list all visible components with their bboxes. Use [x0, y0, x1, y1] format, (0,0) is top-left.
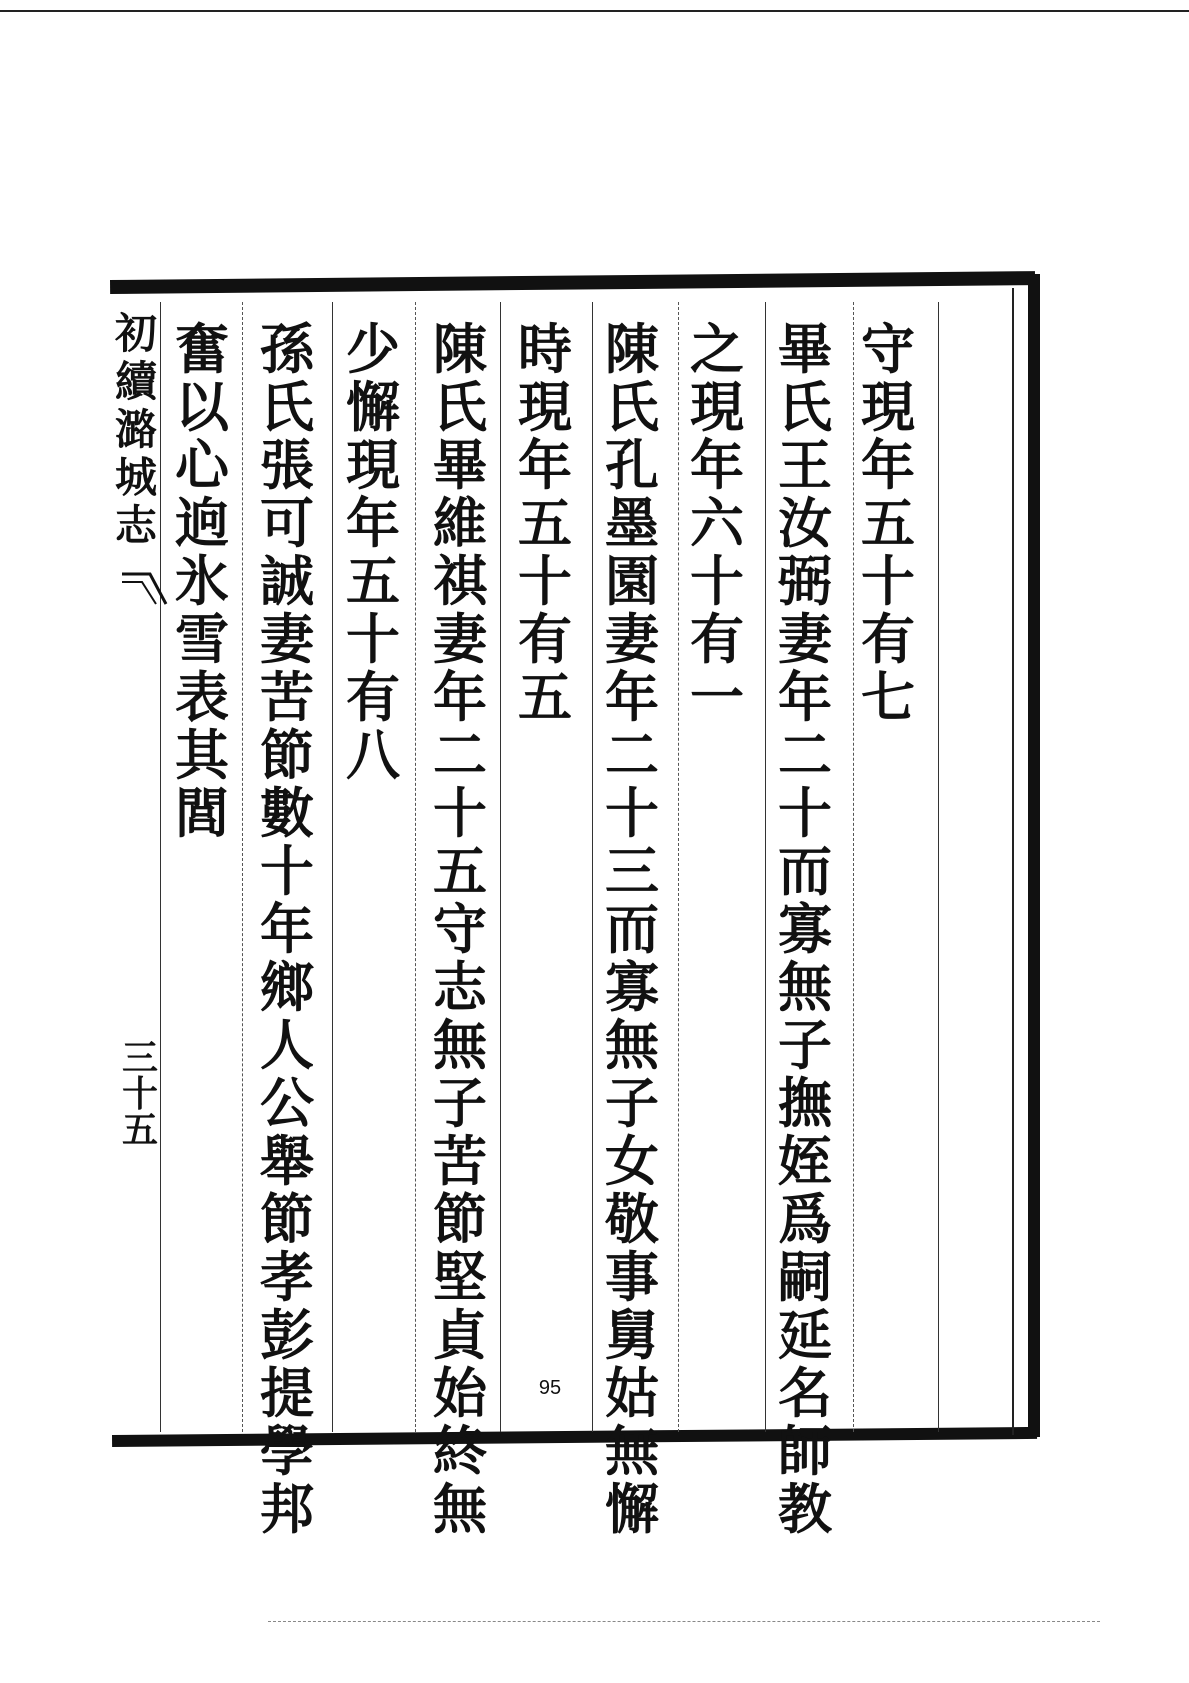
column-char: 爲	[778, 1187, 832, 1251]
column-char: 二	[433, 723, 487, 787]
text-column-8	[252, 317, 322, 1541]
column-char: 五	[861, 491, 915, 555]
text-column-7	[338, 317, 408, 787]
column-char: 寡	[778, 897, 832, 961]
folio-number	[120, 1037, 160, 1151]
column-char: 氏	[260, 375, 314, 439]
column-char: 雪	[175, 607, 229, 671]
column-char: 十	[518, 549, 572, 613]
column-char: 十	[260, 839, 314, 903]
column-char: 堅	[433, 1245, 487, 1309]
column-char: 舉	[260, 1129, 314, 1193]
column-char: 年	[690, 433, 744, 497]
margin-char: 續	[114, 357, 157, 406]
column-char: 貞	[433, 1303, 487, 1367]
margin-title	[112, 310, 160, 550]
text-column-4	[597, 317, 667, 1541]
column-char: 子	[605, 1071, 659, 1135]
column-char: 節	[433, 1187, 487, 1251]
column-char: 無	[433, 1013, 487, 1077]
frame-inner-right-line	[1012, 288, 1014, 1435]
column-char: 有	[518, 607, 572, 671]
column-char: 妻	[605, 607, 659, 671]
column-char: 氏	[778, 375, 832, 439]
column-char: 人	[260, 1013, 314, 1077]
column-char: 苦	[260, 665, 314, 729]
column-char: 其	[175, 723, 229, 787]
column-char: 七	[861, 665, 915, 729]
column-char: 名	[778, 1361, 832, 1425]
column-char: 無	[605, 1013, 659, 1077]
column-char: 園	[605, 549, 659, 613]
column-char: 無	[433, 1477, 487, 1541]
column-char: 子	[433, 1071, 487, 1135]
column-char: 邦	[260, 1477, 314, 1541]
column-char: 節	[260, 723, 314, 787]
column-char: 苦	[433, 1129, 487, 1193]
text-column-5	[510, 317, 580, 729]
text-column-6	[425, 317, 495, 1541]
column-char: 有	[861, 607, 915, 671]
margin-char: 城	[114, 453, 157, 502]
column-char: 彭	[260, 1303, 314, 1367]
column-char: 有	[346, 665, 400, 729]
column-char: 孔	[605, 433, 659, 497]
column-char: 舅	[605, 1303, 659, 1367]
column-char: 妻	[433, 607, 487, 671]
column-char: 師	[778, 1419, 832, 1483]
column-char: 子	[778, 1013, 832, 1077]
column-char: 現	[518, 375, 572, 439]
column-divider	[592, 302, 593, 1432]
column-char: 現	[690, 375, 744, 439]
column-char: 二	[605, 723, 659, 787]
column-char: 無	[605, 1419, 659, 1483]
column-char: 公	[260, 1071, 314, 1135]
column-char: 事	[605, 1245, 659, 1309]
column-char: 之	[690, 317, 744, 381]
frame-right-border	[1028, 274, 1040, 1437]
column-char: 守	[861, 317, 915, 381]
column-char: 張	[260, 433, 314, 497]
column-char: 畢	[778, 317, 832, 381]
column-divider	[938, 302, 939, 1432]
column-char: 守	[433, 897, 487, 961]
column-char: 十	[433, 781, 487, 845]
column-char: 年	[433, 665, 487, 729]
column-char: 十	[861, 549, 915, 613]
column-char: 而	[778, 839, 832, 903]
column-char: 妻	[260, 607, 314, 671]
bottom-rule	[268, 1621, 1100, 1623]
column-char: 姪	[778, 1129, 832, 1193]
column-char: 孫	[260, 317, 314, 381]
column-char: 氏	[605, 375, 659, 439]
column-char: 一	[690, 665, 744, 729]
column-char: 弼	[778, 549, 832, 613]
column-char: 汝	[778, 491, 832, 555]
column-divider	[415, 302, 417, 1432]
column-char: 五	[518, 665, 572, 729]
column-divider	[332, 302, 333, 1432]
column-char: 畢	[433, 433, 487, 497]
margin-char: 初	[114, 309, 157, 358]
margin-char: 五	[121, 1109, 158, 1151]
column-char: 氷	[175, 549, 229, 613]
column-char: 誠	[260, 549, 314, 613]
column-char: 維	[433, 491, 487, 555]
column-char: 懈	[605, 1477, 659, 1541]
column-char: 妻	[778, 607, 832, 671]
column-char: 以	[175, 375, 229, 439]
margin-divider	[160, 302, 161, 1432]
column-char: 陳	[605, 317, 659, 381]
column-char: 孝	[260, 1245, 314, 1309]
column-char: 五	[346, 549, 400, 613]
frame-top-border	[110, 271, 1035, 294]
fish-tail-mark	[120, 570, 168, 610]
text-column-2	[770, 317, 840, 1541]
column-char: 敬	[605, 1187, 659, 1251]
column-char: 教	[778, 1477, 832, 1541]
column-char: 時	[518, 317, 572, 381]
margin-char: 十	[121, 1073, 158, 1115]
column-char: 十	[778, 781, 832, 845]
column-char: 年	[518, 433, 572, 497]
column-char: 奮	[175, 317, 229, 381]
column-char: 提	[260, 1361, 314, 1425]
column-char: 氏	[433, 375, 487, 439]
column-char: 祺	[433, 549, 487, 613]
column-char: 十	[690, 549, 744, 613]
column-char: 鄉	[260, 955, 314, 1019]
column-char: 心	[175, 433, 229, 497]
column-char: 寡	[605, 955, 659, 1019]
column-char: 五	[433, 839, 487, 903]
column-char: 年	[605, 665, 659, 729]
column-divider	[678, 302, 680, 1432]
column-divider	[242, 302, 244, 1432]
column-char: 年	[778, 665, 832, 729]
column-char: 五	[518, 491, 572, 555]
text-column-9	[167, 317, 237, 845]
column-char: 始	[433, 1361, 487, 1425]
margin-char: 三	[121, 1037, 158, 1079]
column-char: 年	[861, 433, 915, 497]
column-divider	[765, 302, 766, 1432]
column-char: 墨	[605, 491, 659, 555]
column-char: 八	[346, 723, 400, 787]
column-char: 逈	[175, 491, 229, 555]
margin-char: 志	[114, 501, 157, 550]
margin-char: 潞	[114, 405, 157, 454]
column-char: 年	[260, 897, 314, 961]
column-char: 女	[605, 1129, 659, 1193]
column-char: 三	[605, 839, 659, 903]
column-char: 無	[778, 955, 832, 1019]
column-char: 學	[260, 1419, 314, 1483]
text-column-1	[853, 317, 923, 729]
column-char: 二	[778, 723, 832, 787]
column-divider	[500, 302, 501, 1432]
column-char: 嗣	[778, 1245, 832, 1309]
column-char: 十	[605, 781, 659, 845]
column-char: 十	[346, 607, 400, 671]
column-char: 懈	[346, 375, 400, 439]
column-char: 現	[861, 375, 915, 439]
column-char: 終	[433, 1419, 487, 1483]
column-char: 王	[778, 433, 832, 497]
top-rule	[0, 10, 1189, 12]
column-char: 六	[690, 491, 744, 555]
column-char: 志	[433, 955, 487, 1019]
page-frame	[110, 280, 1040, 1541]
page-number: 95	[538, 1377, 562, 1399]
column-char: 年	[346, 491, 400, 555]
column-char: 少	[346, 317, 400, 381]
column-char: 姑	[605, 1361, 659, 1425]
column-char: 陳	[433, 317, 487, 381]
text-column-3	[682, 317, 752, 729]
column-char: 現	[346, 433, 400, 497]
column-char: 閭	[175, 781, 229, 845]
column-char: 有	[690, 607, 744, 671]
column-char: 可	[260, 491, 314, 555]
column-char: 節	[260, 1187, 314, 1251]
column-char: 延	[778, 1303, 832, 1367]
column-char: 而	[605, 897, 659, 961]
frame-bottom-border	[112, 1427, 1037, 1447]
column-char: 數	[260, 781, 314, 845]
column-char: 表	[175, 665, 229, 729]
column-char: 撫	[778, 1071, 832, 1135]
